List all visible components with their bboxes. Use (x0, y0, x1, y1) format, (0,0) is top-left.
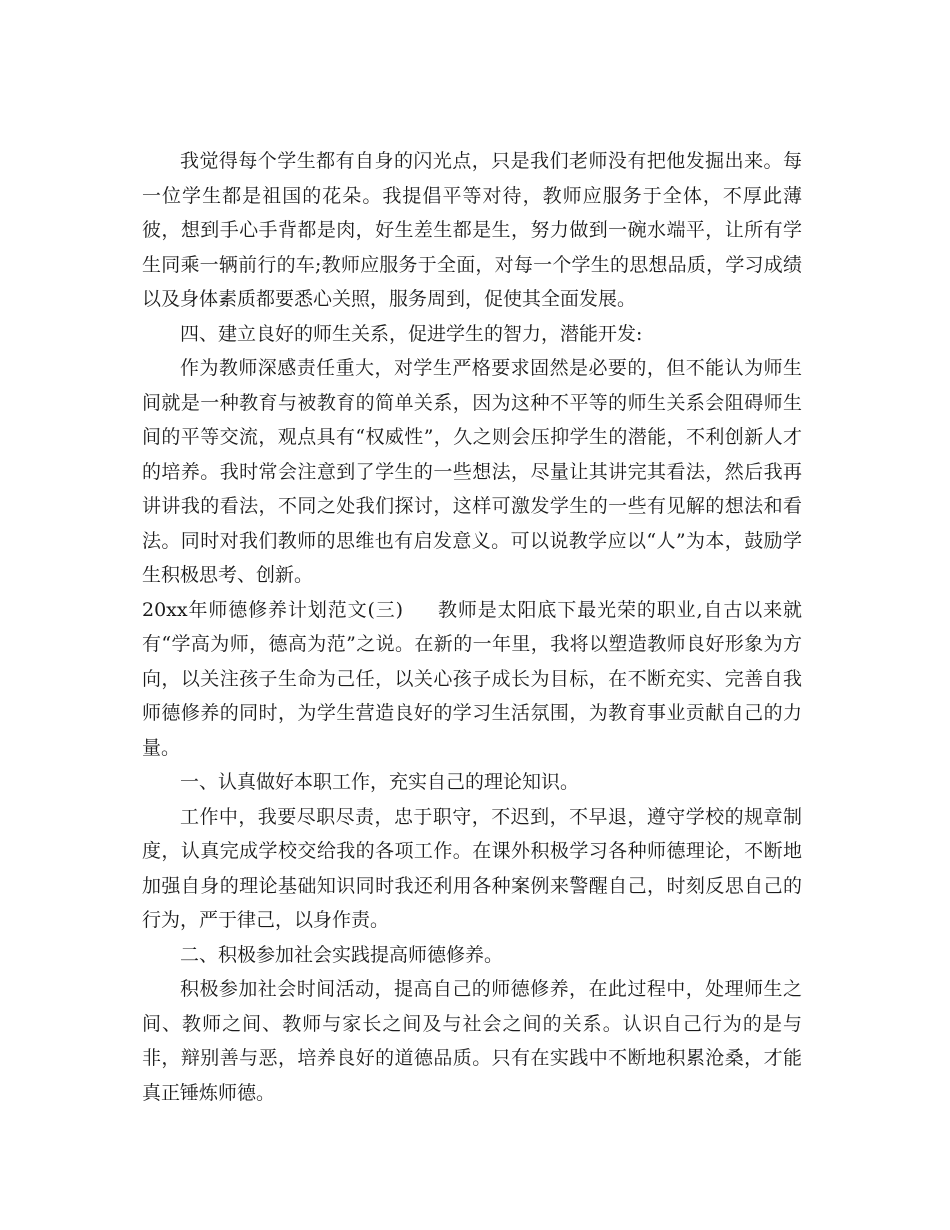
paragraph-teacher-responsibility: 作为教师深感责任重大，对学生严格要求固然是必要的，但不能认为师生间就是一种教育与被教育的简单关系，因为这种不平等的师生关系会阻碍师生间的平等交流，观点具有“权威性”，久之则会压抑学生的潜能，不利创新人才的培养。我时常会注意到了学生的一些想法，尽量让其讲完其看法，然后我再讲讲我的看法，不同之处我们探讨，这样可激发学生的一些有见解的想法和看法。同时对我们教师的思维也有启发意义。可以说教学应以“人”为本，鼓励学生积极思考、创新。 (142, 357, 802, 586)
paragraph-student-highlights: 我觉得每个学生都有自身的闪光点，只是我们老师没有把他发掘出来。每一位学生都是祖国的花朵。我提倡平等对待，教师应服务于全体，不厚此薄彼，想到手心手背都是肉，好生差生都是生，努力做到一碗水端平，让所有学生同乘一辆前行的车;教师应服务于全面，对每一个学生的思想品质，学习成绩以及身体素质都要悉心关照，服务周到，促使其全面发展。 (142, 150, 802, 310)
section-title: 20xx年师德修养计划范文(三) (142, 598, 404, 621)
heading-teacher-student-relationship: 四、建立良好的师生关系，促进学生的智力，潜能开发: (180, 322, 643, 345)
paragraph-social-activities: 积极参加社会时间活动，提高自己的师德修养，在此过程中，处理师生之间、教师之间、教师与家长之间及与社会之间的关系。认识自己行为的是与非，辩别善与恶，培养良好的道德品质。只有在实践中不断地积累沧桑，才能真正锤炼师德。 (142, 978, 802, 1104)
document-body (142, 144, 802, 1110)
section-intro (142, 593, 802, 766)
heading-social-practice: 二、积极参加社会实践提高师德修养。 (180, 943, 504, 966)
paragraph-glorious-profession: 教师是太阳底下最光荣的职业,自古以来就有“学高为师，德高为范”之说。在新的一年里，我将以塑造教师良好形象为方向，以关注孩子生命为己任，以关心孩子成长为目标，在不断充实、完善自我师德修养的同时，为学生营造良好的学习生活氛围，为教育事业贡献自己的力量。 (142, 598, 802, 759)
heading-do-job-well: 一、认真做好本职工作，充实自己的理论知识。 (180, 771, 580, 793)
paragraph-work-duties: 工作中，我要尽职尽责，忠于职守，不迟到，不早退，遵守学校的规章制度，认真完成学校交给我的各项工作。在课外积极学习各种师德理论，不断地加强自身的理论基础知识同时我还利用各种案例来警醒自己，时刻反思自己的行为，严于律己，以身作责。 (142, 805, 802, 931)
